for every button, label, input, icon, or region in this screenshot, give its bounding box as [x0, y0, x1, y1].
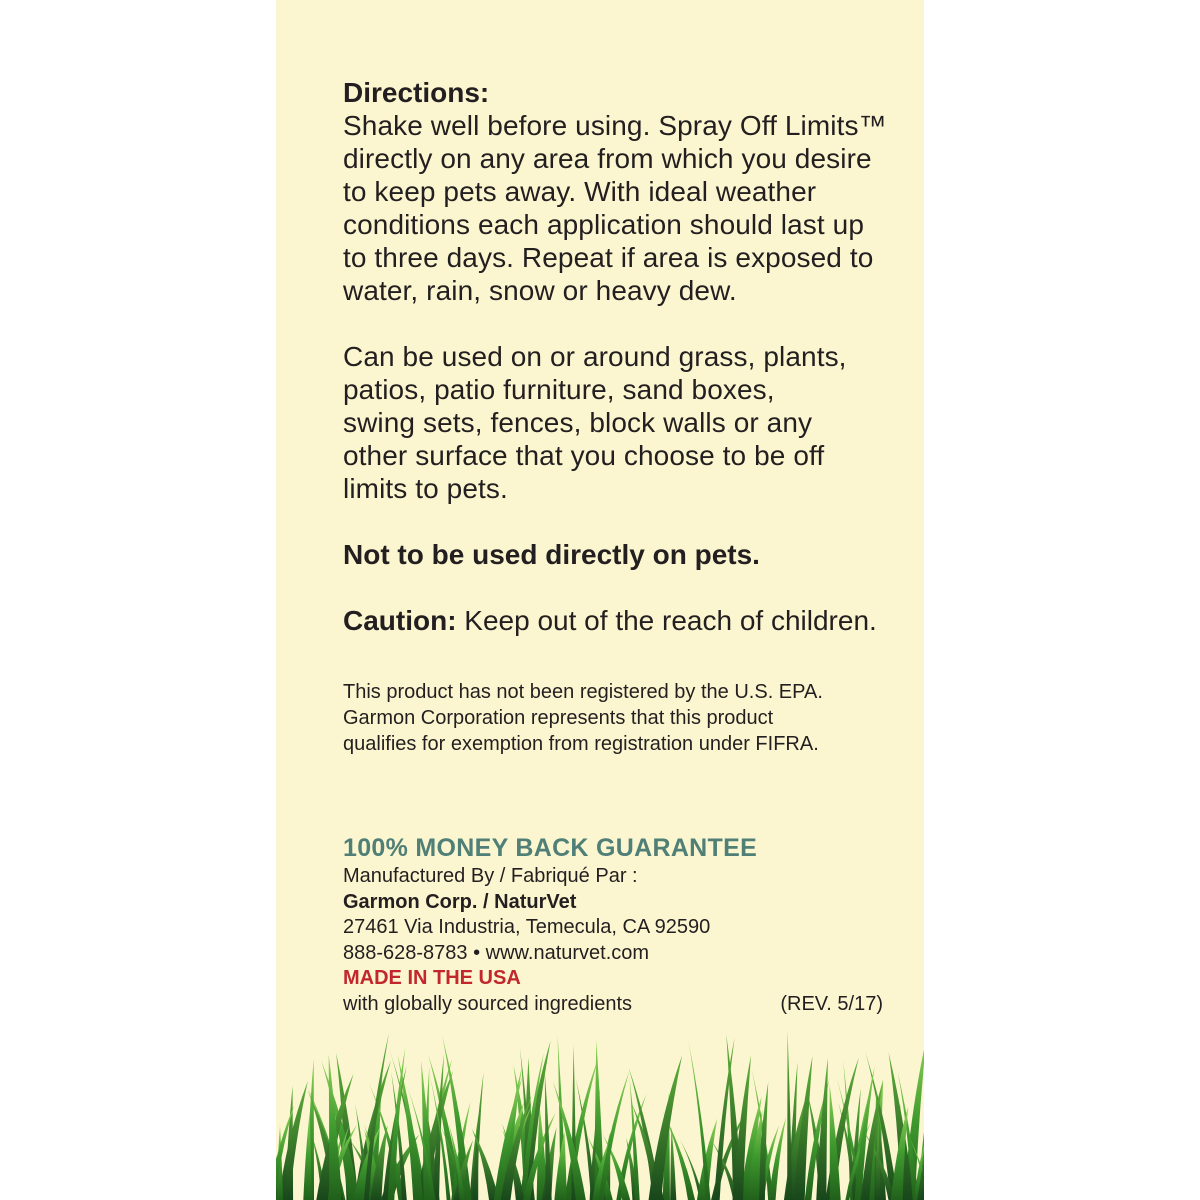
caution-text: Keep out of the reach of children. — [456, 605, 877, 636]
legal-line: Garmon Corporation represents that this product — [343, 707, 774, 729]
label-panel — [276, 0, 924, 1200]
directions-line: conditions each application should last up — [343, 209, 864, 240]
usage-line: other surface that you choose to be off — [343, 440, 825, 471]
usage-line: patios, patio furniture, sand boxes, — [343, 374, 775, 405]
grass-blade — [768, 1117, 786, 1200]
revision-code: (REV. 5/17) — [780, 992, 883, 1015]
grass-illustration — [276, 1030, 924, 1200]
grass-blade — [598, 1070, 629, 1200]
manufacturer-label: Manufactured By / Fabriqué Par : — [343, 865, 638, 887]
caution-statement — [343, 604, 913, 637]
grass-blade — [545, 1072, 552, 1200]
directions-line: water, rain, snow or heavy dew. — [343, 275, 737, 306]
grass-blade — [285, 1085, 293, 1200]
usage-line: swing sets, fences, block walls or any — [343, 407, 813, 438]
directions-title: Directions: — [343, 77, 490, 108]
legal-line: qualifies for exemption from registration under FIFRA. — [343, 733, 819, 755]
manufacturer-contact: 888-628-8783 • www.naturvet.com — [343, 941, 650, 964]
manufacturer-info — [343, 864, 883, 1017]
epa-disclaimer — [343, 679, 883, 757]
usage-line: Can be used on or around grass, plants, — [343, 341, 847, 372]
directions-line: to three days. Repeat if area is exposed to — [343, 242, 874, 273]
manufacturer-address: 27461 Via Industria, Temecula, CA 92590 — [343, 916, 711, 938]
directions-line: directly on any area from which you desire — [343, 143, 872, 174]
made-in-usa: MADE IN THE USA — [343, 967, 521, 989]
manufacturer-company: Garmon Corp. / NaturVet — [343, 890, 577, 913]
grass-blade — [787, 1031, 792, 1200]
label-content — [343, 76, 913, 757]
caution-label: Caution: — [343, 605, 457, 636]
legal-line: This product has not been registered by the U.S. EPA. — [343, 681, 823, 703]
guarantee-heading: 100% MONEY BACK GUARANTEE — [343, 834, 758, 862]
sourcing-text: with globally sourced ingredients — [343, 992, 633, 1015]
usage-line: limits to pets. — [343, 473, 508, 504]
directions-line: Shake well before using. Spray Off Limits™ — [343, 110, 887, 141]
sourcing-row — [343, 992, 883, 1018]
pet-warning: Not to be used directly on pets. — [343, 539, 760, 570]
directions-line: to keep pets away. With ideal weather — [343, 176, 817, 207]
grass-blade — [688, 1039, 711, 1200]
